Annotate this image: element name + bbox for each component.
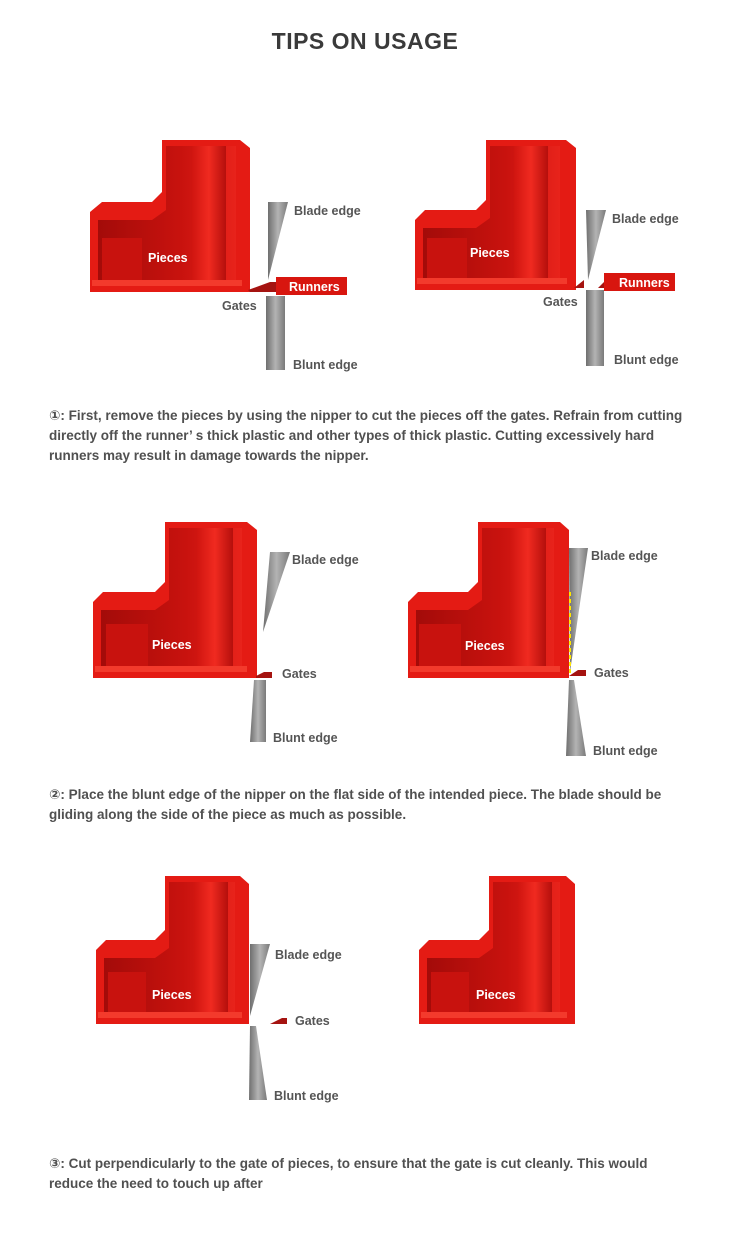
figure-step-3 [0,866,730,1116]
gate-shape [256,672,272,678]
pieces-label: Pieces [470,246,510,260]
blunt-edge-label: Blunt edge [273,731,338,745]
pieces-label: Pieces [152,988,192,1002]
step-2-description: ②: Place the blunt edge of the nipper on the flat side of the intended piece. The blade should be gliding along the side of the piece as much as possible. [49,787,662,822]
blade-edge [250,944,270,1016]
piece-shape [93,522,257,678]
blade-edge-label: Blade edge [275,948,342,962]
gates-label: Gates [543,295,578,309]
step-3-description: ③: Cut perpendicularly to the gate of pieces, to ensure that the gate is cut cleanly. This would reduce the need to touch up after [49,1156,648,1191]
figure-step-2 [0,512,730,762]
blunt-edge-label: Blunt edge [293,358,358,372]
blunt-edge [586,290,604,366]
blunt-edge [249,1026,267,1100]
blade-edge-label: Blade edge [294,204,361,218]
figure-step-1 [0,130,730,380]
pieces-label: Pieces [465,639,505,653]
blunt-edge [266,296,285,370]
pieces-label: Pieces [476,988,516,1002]
blade-edge [268,202,288,280]
blunt-edge-label: Blunt edge [274,1089,339,1103]
blunt-edge [566,680,586,756]
runners-label: Runners [289,280,340,294]
blunt-edge [250,680,266,742]
blade-edge [586,210,606,280]
page-title: TIPS ON USAGE [271,28,459,54]
gates-label: Gates [282,667,317,681]
runners-label: Runners [619,276,670,290]
blade-edge-label: Blade edge [591,549,658,563]
blade-edge [263,552,290,632]
piece-shape [408,522,569,678]
gates-label: Gates [295,1014,330,1028]
gates-label: Gates [222,299,257,313]
step-1-description: ①: First, remove the pieces by using the nipper to cut the pieces off the gates. Refrain from cutting directly off the runner’ s thick plastic and other types of thick plastic. Cutting excessively hard runners may result in damage towards the nipper. [49,408,683,463]
gate-shape [270,1018,287,1024]
gate-shape [569,670,586,676]
piece-shape [415,140,576,290]
blade-edge [569,548,588,672]
blunt-edge-label: Blunt edge [614,353,679,367]
piece-shape [90,140,250,292]
pieces-label: Pieces [148,251,188,265]
blade-edge-label: Blade edge [292,553,359,567]
pieces-label: Pieces [152,638,192,652]
blunt-edge-label: Blunt edge [593,744,658,758]
blade-edge-label: Blade edge [612,212,679,226]
gates-label: Gates [594,666,629,680]
